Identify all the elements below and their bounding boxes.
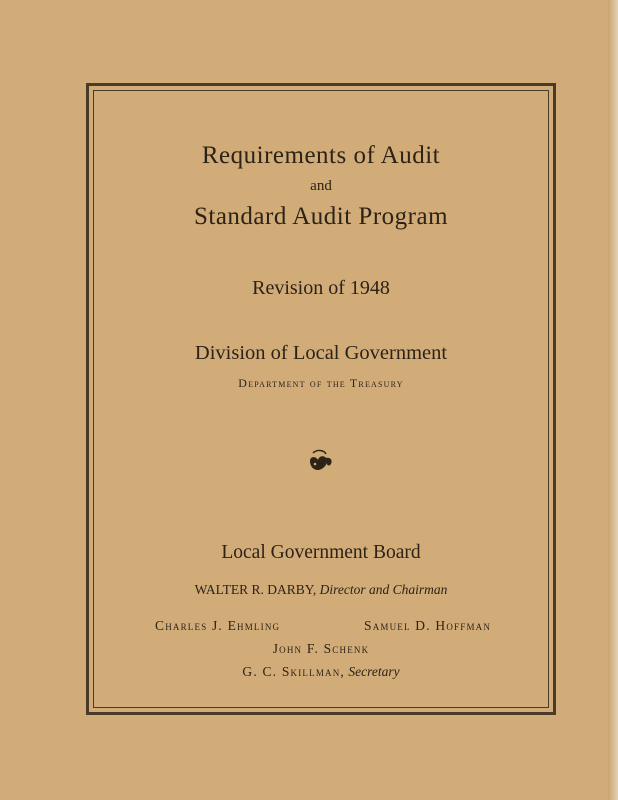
secretary-line [93,664,549,680]
revision-label: Revision of 1948 [252,277,390,299]
board-heading: Local Government Board [221,542,421,563]
title-and: and [310,178,332,194]
chairman-title: Director and Chairman [319,582,448,597]
paper-edge [608,0,618,800]
member-ehmling: Charles J. Ehmling [155,618,281,633]
secretary-name: G. C. Skillman, [242,664,346,679]
fleuron-ornament-icon [307,448,335,474]
member-hoffman: Samuel D. Hoffman [364,618,492,633]
secretary-title: Secretary [348,664,400,679]
chairman-name: WALTER R. DARBY, [194,582,317,597]
division-name: Division of Local Government [194,342,448,364]
department-name: Department of the Treasury [238,376,404,390]
title-line-2: Standard Audit Program [193,203,449,230]
member-schenk: John F. Schenk [272,641,370,656]
title-page [93,90,549,708]
title-line-1: Requirements of Audit [201,142,441,169]
chairman-line [93,582,549,598]
